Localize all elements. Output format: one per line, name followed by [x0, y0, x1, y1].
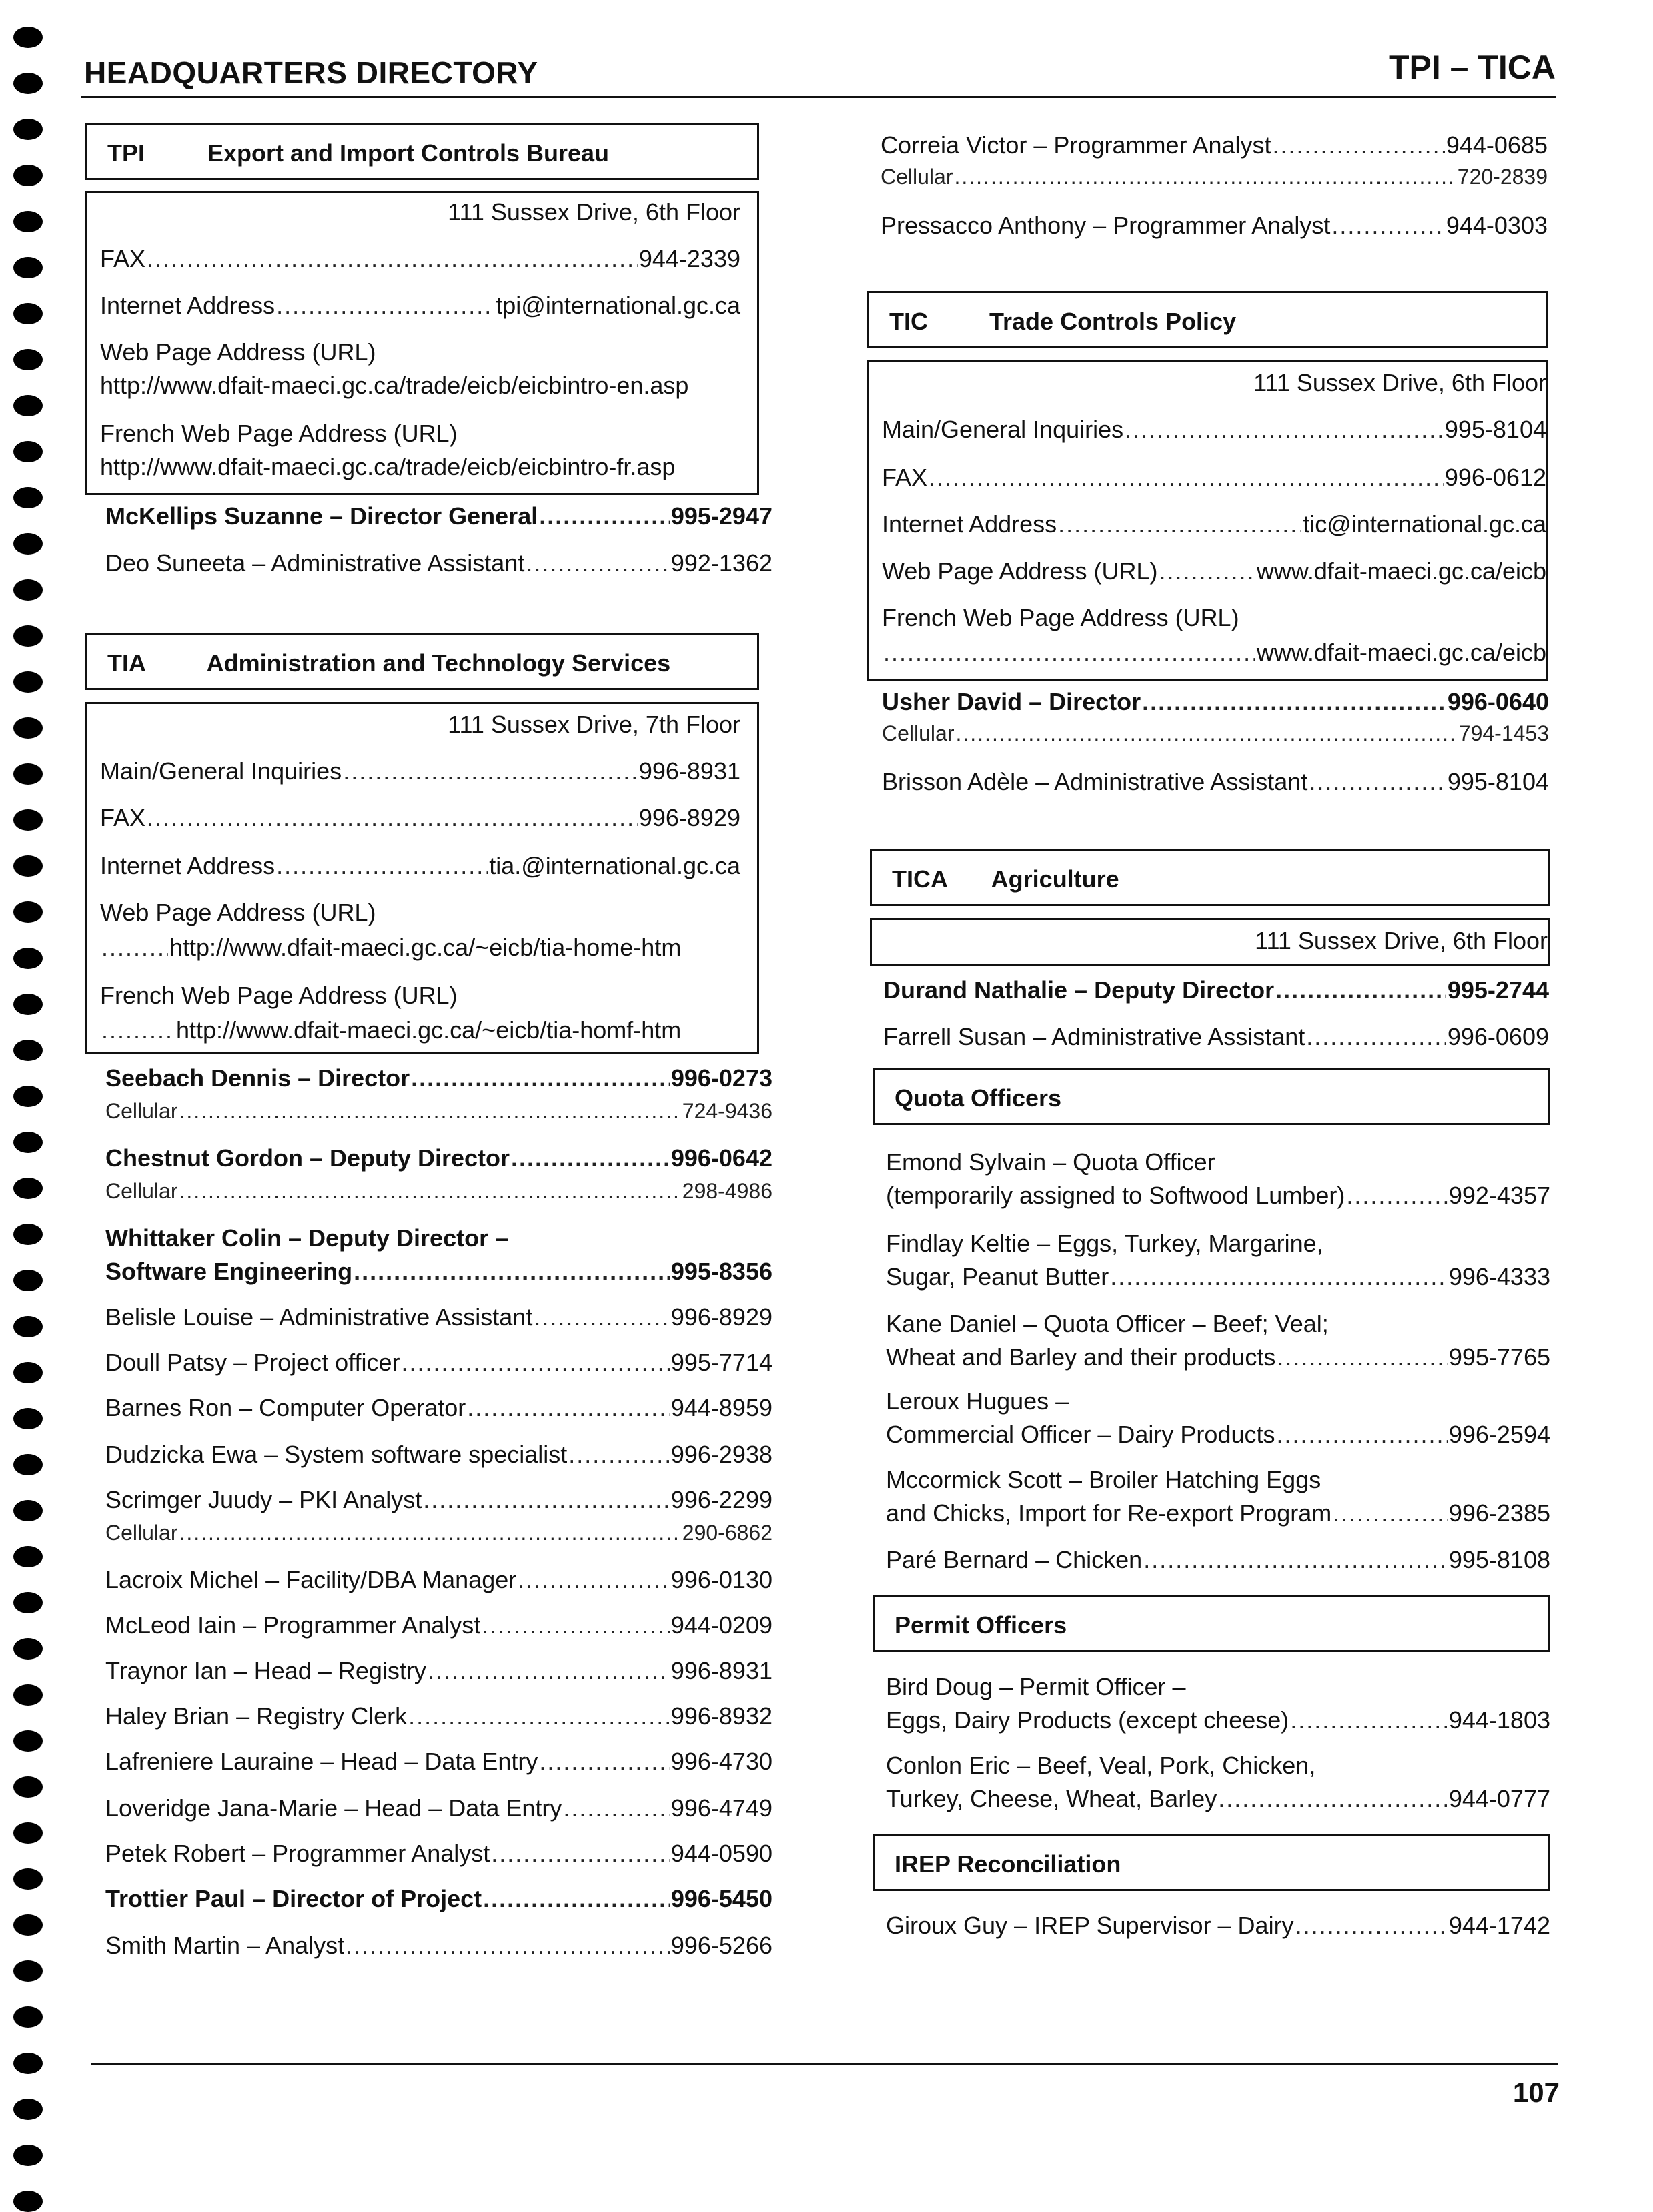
binding-hole [13, 901, 43, 923]
binding-hole [13, 948, 43, 969]
binding-hole [13, 533, 43, 555]
tia-fweb-url: ..... http://www.dfait-maeci.gc.ca/~eicb/tia-homf-htm [100, 1016, 740, 1044]
footer-rule [91, 2063, 1558, 2065]
binding-hole [13, 211, 43, 232]
listing-entry: McKellips Suzanne – Director General ..... 995-2947 [105, 502, 772, 530]
section-code-tia: TIA [107, 649, 146, 677]
binding-hole [13, 809, 43, 831]
listing-entry: Cellular ..... 794-1453 [882, 721, 1549, 746]
binding-hole [13, 1546, 43, 1567]
tpi-web-url: http://www.dfait-maeci.gc.ca/trade/eicb/eicbintro-en.asp [100, 372, 689, 399]
binding-hole [13, 1224, 43, 1245]
listing-entry-line1: Conlon Eric – Beef, Veal, Pork, Chicken, [886, 1752, 1316, 1779]
listing-entry: and Chicks, Import for Re-export Program ..... 996-2385 [886, 1499, 1550, 1527]
binding-holes [5, 0, 45, 2183]
page-header [81, 48, 1556, 98]
listing-entry: Durand Nathalie – Deputy Director ..... 995-2744 [883, 976, 1549, 1004]
binding-hole [13, 165, 43, 186]
listing-entry: Haley Brian – Registry Clerk ..... 996-8932 [105, 1702, 772, 1730]
listing-entry: (temporarily assigned to Softwood Lumber) ..... 992-4357 [886, 1181, 1550, 1210]
binding-hole [13, 1730, 43, 1752]
binding-hole [13, 1132, 43, 1153]
tpi-fweb-url: http://www.dfait-maeci.gc.ca/trade/eicb/eicbintro-fr.asp [100, 453, 676, 480]
binding-hole [13, 625, 43, 647]
binding-hole [13, 1362, 43, 1383]
binding-hole [13, 1500, 43, 1521]
listing-entry: Trottier Paul – Director of Project ..... 996-5450 [105, 1884, 772, 1913]
section-tica-header [870, 849, 1550, 906]
section-code-tic: TIC [889, 308, 928, 335]
binding-hole [13, 27, 43, 48]
section-tia-header [85, 633, 759, 690]
tia-address: 111 Sussex Drive, 7th Floor [448, 711, 740, 738]
tpi-fweb-label: French Web Page Address (URL) [100, 420, 458, 447]
binding-hole [13, 994, 43, 1015]
listing-entry: Cellular ..... 290-6862 [105, 1520, 772, 1545]
tic-internet: Internet Address ..... tic@international.gc.ca [882, 510, 1546, 538]
binding-hole [13, 2099, 43, 2120]
binding-hole [13, 395, 43, 416]
listing-entry: Traynor Ian – Head – Registry ..... 996-8931 [105, 1656, 772, 1685]
listing-entry: Brisson Adèle – Administrative Assistant ..... 995-8104 [882, 767, 1549, 796]
binding-hole [13, 73, 43, 94]
binding-hole [13, 579, 43, 601]
tpi-web-label: Web Page Address (URL) [100, 338, 376, 366]
listing-entry-line1: Bird Doug – Permit Officer – [886, 1673, 1186, 1700]
listing-entry: Barnes Ron – Computer Operator ..... 944-8959 [105, 1393, 772, 1422]
binding-hole [13, 2053, 43, 2074]
binding-hole [13, 1592, 43, 1613]
listing-entry: Correia Victor – Programmer Analyst ..... 944-0685 [881, 131, 1548, 159]
tic-main: Main/General Inquiries ..... 995-8104 [882, 415, 1546, 444]
binding-hole [13, 349, 43, 370]
listing-entry-line1: Leroux Hugues – [886, 1387, 1069, 1415]
listing-entry: Pressacco Anthony – Programmer Analyst ..... 944-0303 [881, 211, 1548, 240]
listing-entry-line1: Kane Daniel – Quota Officer – Beef; Veal; [886, 1310, 1329, 1337]
section-quota-header [873, 1068, 1550, 1125]
binding-hole [13, 2006, 43, 2028]
listing-entry: Lacroix Michel – Facility/DBA Manager ..... 996-0130 [105, 1565, 772, 1594]
binding-hole [13, 1822, 43, 1844]
binding-hole [13, 2191, 43, 2212]
section-permit-header [873, 1595, 1550, 1652]
binding-hole [13, 1086, 43, 1107]
listing-entry: Doull Patsy – Project officer ..... 995-7714 [105, 1348, 772, 1377]
binding-hole [13, 1776, 43, 1798]
binding-hole [13, 1178, 43, 1199]
page-title: HEADQUARTERS DIRECTORY [84, 55, 538, 90]
page-number: 107 [1512, 2077, 1560, 2108]
listing-entry: Giroux Guy – IREP Supervisor – Dairy ..... 944-1742 [886, 1911, 1550, 1940]
section-tpi-header [85, 123, 759, 180]
listing-entry-line1: Mccormick Scott – Broiler Hatching Eggs [886, 1466, 1321, 1493]
binding-hole [13, 671, 43, 693]
listing-entry: McLeod Iain – Programmer Analyst ..... 944-0209 [105, 1611, 772, 1639]
binding-hole [13, 1960, 43, 1982]
listing-entry: Sugar, Peanut Butter ..... 996-4333 [886, 1262, 1550, 1291]
listing-entry: Cellular ..... 724-9436 [105, 1098, 772, 1124]
section-name-tic: Trade Controls Policy [989, 308, 1237, 335]
listing-entry: Whittaker Colin – Deputy Director – [105, 1224, 509, 1252]
listing-entry: Lafreniere Lauraine – Head – Data Entry ..... 996-4730 [105, 1747, 772, 1776]
section-name-tia: Administration and Technology Services [206, 649, 671, 677]
listing-entry: Chestnut Gordon – Deputy Director ..... 996-0642 [105, 1144, 772, 1172]
tia-fax: FAX ..... 996-8929 [100, 803, 740, 832]
section-tic-header [867, 291, 1548, 348]
tic-fweb-url: ..... www.dfait-maeci.gc.ca/eicb [882, 638, 1546, 667]
tic-address: 111 Sussex Drive, 6th Floor [1253, 369, 1546, 396]
binding-hole [13, 119, 43, 140]
tpi-internet: Internet Address ..... tpi@international.gc.ca [100, 291, 740, 320]
listing-entry: Loveridge Jana-Marie – Head – Data Entry ..... 996-4749 [105, 1794, 772, 1822]
tia-main: Main/General Inquiries ..... 996-8931 [100, 757, 740, 785]
section-name-tica: Agriculture [991, 865, 1119, 893]
binding-hole [13, 487, 43, 508]
section-code-tica: TICA [892, 865, 948, 893]
tpi-address: 111 Sussex Drive, 6th Floor [448, 198, 740, 226]
tic-fax: FAX ..... 996-0612 [882, 463, 1546, 492]
section-code-tpi: TPI [107, 139, 145, 167]
binding-hole [13, 1316, 43, 1337]
binding-hole [13, 2145, 43, 2166]
listing-entry: Belisle Louise – Administrative Assistant ..... 996-8929 [105, 1303, 772, 1331]
binding-hole [13, 763, 43, 785]
tic-fweb-label: French Web Page Address (URL) [882, 604, 1239, 631]
listing-entry: Deo Suneeta – Administrative Assistant ..... 992-1362 [105, 548, 772, 577]
listing-entry: Turkey, Cheese, Wheat, Barley ..... 944-0777 [886, 1784, 1550, 1813]
listing-entry: Software Engineering ..... 995-8356 [105, 1257, 772, 1286]
binding-hole [13, 1408, 43, 1429]
binding-hole [13, 1040, 43, 1061]
listing-entry: Seebach Dennis – Director ..... 996-0273 [105, 1064, 772, 1092]
tia-internet: Internet Address ..... tia.@international.gc.ca [100, 851, 740, 880]
binding-hole [13, 1638, 43, 1660]
section-code: TPI – TICA [1388, 49, 1556, 86]
listing-entry: Wheat and Barley and their products ..... 995-7765 [886, 1343, 1550, 1371]
binding-hole [13, 855, 43, 877]
listing-entry: Smith Martin – Analyst ..... 996-5266 [105, 1931, 772, 1960]
tpi-fax: FAX ..... 944-2339 [100, 244, 740, 273]
section-irep-header [873, 1834, 1550, 1891]
binding-hole [13, 717, 43, 739]
listing-entry-line1: Findlay Keltie – Eggs, Turkey, Margarine, [886, 1230, 1323, 1257]
tic-web: Web Page Address (URL) ..... www.dfait-maeci.gc.ca/eicb [882, 557, 1546, 585]
listing-entry: Commercial Officer – Dairy Products ..... 996-2594 [886, 1420, 1550, 1449]
tica-address: 111 Sussex Drive, 6th Floor [1255, 927, 1548, 954]
tia-fweb-label: French Web Page Address (URL) [100, 982, 458, 1009]
listing-entry: Paré Bernard – Chicken ..... 995-8108 [886, 1545, 1550, 1574]
binding-hole [13, 1454, 43, 1475]
binding-hole [13, 1868, 43, 1890]
binding-hole [13, 1914, 43, 1936]
listing-entry: Scrimger Juudy – PKI Analyst ..... 996-2299 [105, 1485, 772, 1514]
section-name-quota: Quota Officers [895, 1084, 1062, 1112]
binding-hole [13, 441, 43, 462]
listing-entry: Usher David – Director ..... 996-0640 [882, 687, 1549, 716]
listing-entry: Cellular ..... 720-2839 [881, 164, 1548, 190]
section-name-irep: IREP Reconciliation [895, 1850, 1121, 1878]
listing-entry: Petek Robert – Programmer Analyst ..... 944-0590 [105, 1839, 772, 1868]
section-name-tpi: Export and Import Controls Bureau [207, 139, 610, 167]
binding-hole [13, 303, 43, 324]
listing-entry: Eggs, Dairy Products (except cheese) ..... 944-1803 [886, 1706, 1550, 1734]
binding-hole [13, 1270, 43, 1291]
listing-entry: Cellular ..... 298-4986 [105, 1178, 772, 1204]
binding-hole [13, 1684, 43, 1706]
section-name-permit: Permit Officers [895, 1611, 1067, 1639]
listing-entry: Farrell Susan – Administrative Assistant ..... 996-0609 [883, 1022, 1549, 1051]
tia-web-url: ..... http://www.dfait-maeci.gc.ca/~eicb/tia-home-htm [100, 933, 740, 962]
binding-hole [13, 257, 43, 278]
listing-entry: Dudzicka Ewa – System software specialist ..... 996-2938 [105, 1440, 772, 1469]
tia-web-label: Web Page Address (URL) [100, 899, 376, 926]
listing-entry-line1: Emond Sylvain – Quota Officer [886, 1148, 1215, 1176]
